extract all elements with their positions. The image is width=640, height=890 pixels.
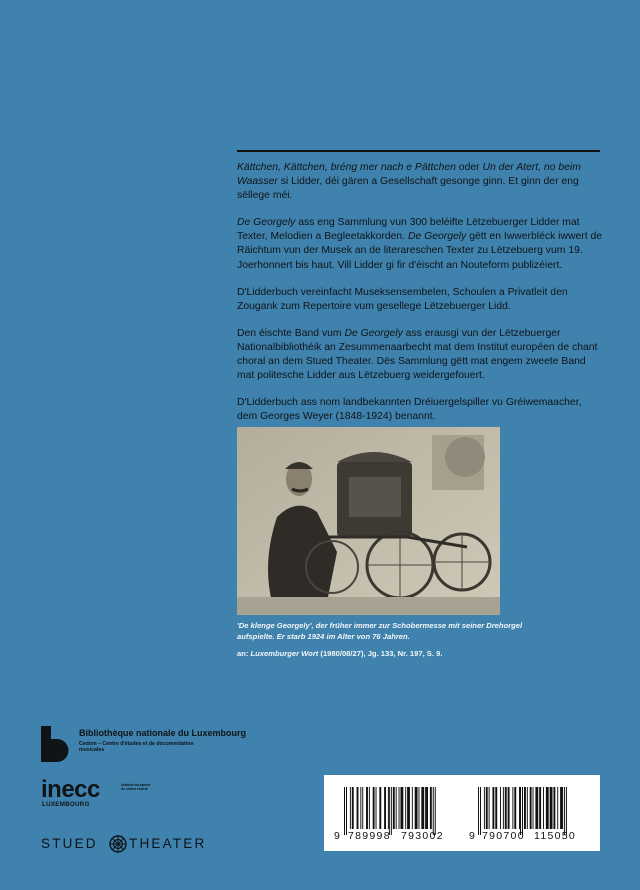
barcode-bar (407, 787, 410, 829)
paragraph-5: D'Lidderbuch ass nom landbekannten Dréiuergelspiller vu Gréiwemaacher, dem Georges Weyer (1848-1924) benannt. (237, 397, 582, 423)
barcode-bar (535, 787, 538, 829)
barcode-bar (421, 787, 424, 829)
barcode-guard-bar (520, 787, 521, 835)
barcode-guard-bar (480, 787, 481, 835)
barcode-bar (412, 787, 413, 829)
newspaper-title: Luxemburger Wort (250, 649, 319, 658)
barcode-guard-bar (478, 787, 479, 835)
barcode-bar (400, 787, 403, 829)
paragraph-3: D'Lidderbuch vereinfacht Museksensembelen, Schoulen a Privatleit den Zougank zum Repertoire vum gesellege Lëtzebuerger Lidd. (237, 286, 568, 312)
barcode-guard-bar (391, 787, 392, 835)
barcode-bar (484, 787, 485, 829)
text-segment: oder (455, 162, 483, 173)
barcode-panel (324, 775, 600, 851)
text-segment: si Lidder, déi gären a Gesellschaft gesonge ginn. Et ginn der eng sëllege méi. (237, 176, 579, 202)
book-title: De Georgely (407, 231, 467, 243)
barcode-bar (350, 787, 351, 829)
barcode-bar (360, 787, 361, 829)
book-title: De Georgely (344, 327, 403, 339)
paragraph-1 (237, 161, 603, 203)
inecc-country: LUXEMBOURG (42, 801, 90, 808)
barcode-bar (505, 787, 507, 829)
song-title-1: Kättchen, Kättchen, bréng mer nach e Pättchen (237, 162, 456, 173)
barcode-guard-bar (522, 787, 523, 835)
barcode-bar (384, 787, 386, 829)
barcode-bar (396, 787, 397, 829)
barcode-bar (376, 787, 377, 829)
text-segment: (1980/08/27), Jg. 133, Nr. 197, S. 9. (318, 649, 443, 658)
barcode-bar (514, 787, 516, 829)
barcode-bar (524, 787, 526, 829)
barcode-bar (492, 787, 494, 829)
barcode-bar (486, 787, 488, 829)
book-title: De Georgely (237, 217, 296, 229)
barcode-1-left-digits: 789998 (348, 830, 391, 842)
inecc-logo (41, 776, 161, 810)
barcode-bar (539, 787, 541, 829)
barcode-bar (369, 787, 370, 829)
bnl-b-icon (41, 726, 69, 762)
barcode-bar (362, 787, 363, 829)
barcode-1-lead-digit: 9 (334, 830, 342, 842)
photo-caption (237, 620, 537, 659)
barcode-bar (533, 787, 534, 829)
barcode-guard-bar (566, 787, 567, 835)
inecc-wordmark: inecc (41, 776, 100, 803)
barcode-2-lead-digit: 9 (469, 830, 477, 842)
barcode-bar (527, 787, 528, 829)
barcode-bar (557, 787, 558, 829)
barcode-bar (489, 787, 490, 829)
barcode-bar (393, 787, 395, 829)
description-text (237, 161, 603, 437)
barcode-bar (495, 787, 497, 829)
stued-theater-logo (41, 835, 241, 855)
song-title-2: Un der Atert, no beim Waasser (237, 162, 581, 188)
paragraph-4 (237, 327, 603, 383)
historic-photo (237, 427, 500, 615)
barcode-bar (430, 787, 432, 829)
rosette-icon (109, 835, 127, 853)
barcode-bar (388, 787, 389, 829)
barcode-guard-bar (433, 787, 434, 835)
barcode-guard-bar (344, 787, 345, 835)
barcode-1-right-digits: 793002 (401, 830, 444, 842)
barcode-guard-bar (346, 787, 347, 835)
barcode-2-right-digits: 115050 (534, 830, 577, 842)
paragraph-2 (237, 216, 603, 272)
text-segment: Den éischte Band vum (237, 327, 345, 339)
barcode-guard-bar (389, 787, 390, 835)
inecc-tagline: institut européen de chant choral (121, 783, 151, 792)
stued-word: STUED (41, 836, 98, 851)
barcode-guard-bar (564, 787, 565, 835)
barcode-bar (425, 787, 428, 829)
barcode-bar (508, 787, 510, 829)
top-rule (237, 150, 600, 152)
barcode-bar (373, 787, 375, 829)
caption-line: 'De klenge Georgely', der früher immer zur Schobermesse mit seiner Drehorgel aufspielte. Er starb 1924 im Alter von 76 Jahren. (237, 621, 523, 641)
barcode-bar (415, 787, 418, 829)
bnl-logo (41, 726, 247, 762)
barcode-bar (405, 787, 406, 829)
barcode-bar (379, 787, 381, 829)
barcode-bar (560, 787, 563, 829)
barcode-bar (519, 787, 520, 829)
barcode-bar (553, 787, 555, 829)
text-segment: ass eng Sammlung vun 300 beléifte Lëtzebuerger Lidder mat Texter, Melodien a Begleetakkorden. (237, 217, 580, 243)
barcode-bar (512, 787, 513, 829)
barcode-bar (546, 787, 549, 829)
barcode-bar (419, 787, 420, 829)
theater-word: THEATER (129, 836, 207, 851)
barcode-2-left-digits: 790700 (482, 830, 525, 842)
text-segment: an: (237, 649, 251, 658)
text-segment: gëtt en Iwwerbléck iwwert de Räichtum vun der Musek an de literareschen Texter zu Lëtzebuerg vum 19. Joerhonnert bis haut. Vill Lidder gi fir d'éischt an Nouteform publizéiert. (237, 231, 603, 271)
caption-source (237, 648, 537, 659)
barcode-guard-bar (435, 787, 436, 835)
barcode-bar (366, 787, 368, 829)
bnl-subtitle: Cedom – Centre d'études et de documentation musicales (79, 741, 194, 753)
barcode-bar (543, 787, 544, 829)
text-segment: ass erausgi vun der Lëtzebuerger Nationalbibliothéik an Zesummenaarbecht mat dem Institut européen de chant choral an dem Stued Theater. Dës Sammlung gëtt mat engem zweete Band mat politesche Lidder aus Lëtzebuerg weidergefouert. (237, 327, 598, 382)
barcode-bar (550, 787, 553, 829)
barcode-bar (500, 787, 501, 829)
barcode-bar (503, 787, 504, 829)
organ-grinder-photo (237, 427, 500, 615)
bnl-name: Bibliothèque nationale du Luxembourg (79, 728, 247, 738)
barcode-bar (530, 787, 532, 829)
barcode-bar (357, 787, 359, 829)
barcode-bar (352, 787, 354, 829)
barcode-bar (399, 787, 400, 829)
